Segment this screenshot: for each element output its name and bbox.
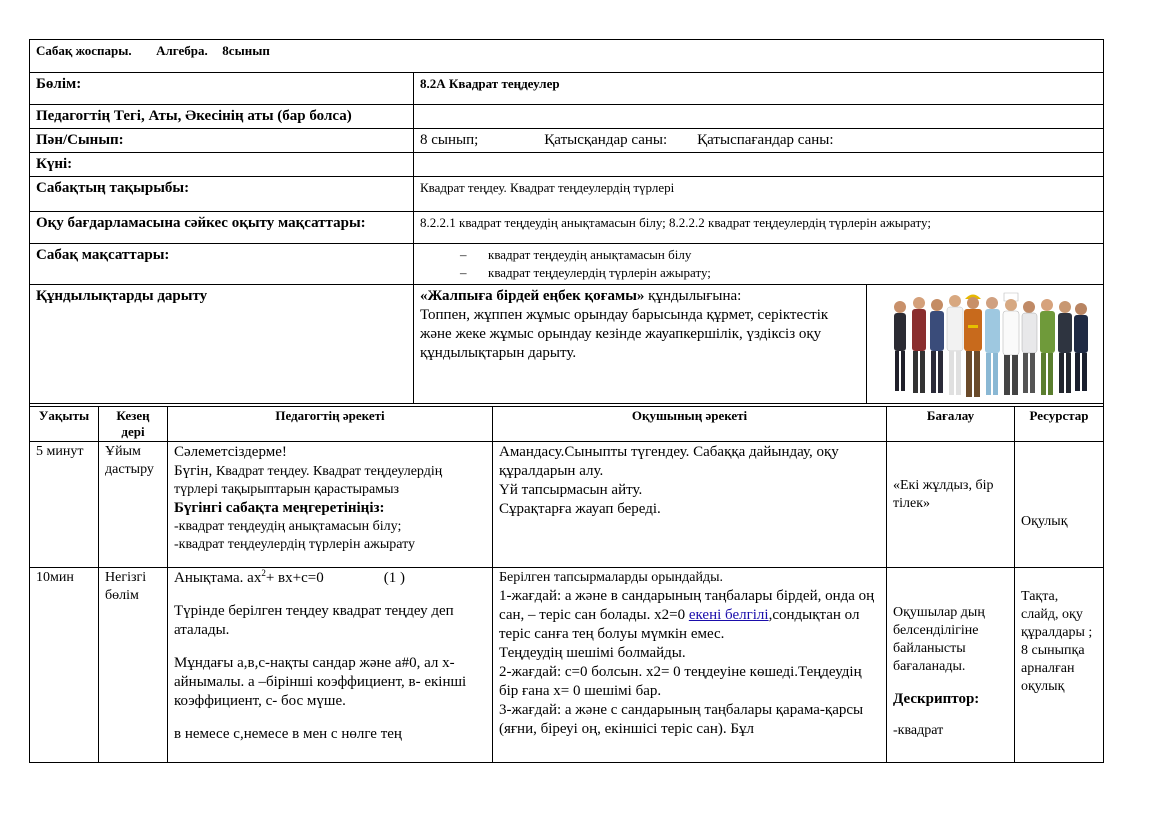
definition-exponent: 2 (261, 568, 266, 578)
today-goal-1: -квадрат теңдеудің анықтамасын білу; (174, 519, 402, 534)
case-1-end: ,сондықтан ол теріс санға тең болуы мүмкін емес. (499, 607, 860, 642)
case-1-link[interactable]: екені белгілі (688, 607, 769, 623)
row1-student (493, 442, 887, 568)
goals-list (414, 244, 1104, 285)
student-action-1: Амандасу.Сыныпты түгендеу. Сабаққа дайындау, оқу құралдарын алу. (499, 444, 839, 479)
coefficients-text: Мұндағы а,в,с-нақты сандар және а#0, ал х- айнымалы. а –бірінші коэффициент, в- екінші коэффициент, с- бос мүше. (174, 655, 467, 709)
header-stage: Кезең дері (99, 407, 168, 442)
row2-time: 10мин (30, 568, 99, 763)
header-student-actions: Оқушының әрекеті (493, 407, 887, 442)
goals-label: Сабақ мақсаттары: (30, 244, 414, 285)
header-teacher-actions: Педагогтің әрекеті (168, 407, 493, 442)
row1-time: 5 минут (30, 442, 99, 568)
subject-label: Алгебра. (156, 43, 208, 58)
task-intro: Берілген тапсырмаларды орындайды. (499, 570, 724, 585)
header-assessment: Бағалау (887, 407, 1015, 442)
objectives-label: Оқу бағдарламасына сәйкес оқыту мақсаттары: (30, 212, 414, 244)
goal-item: – квадрат теңдеудің анықтамасын білу (460, 246, 1097, 264)
date-value (414, 153, 1104, 177)
class-label: Пән/Сынып: (30, 129, 414, 153)
today-goals-title: Бүгінгі сабақта меңгеретініңіз: (174, 500, 385, 516)
descriptor-label: Дескриптор: (893, 691, 980, 707)
student-action-3: Сұрақтарға жауап береді. (499, 501, 661, 517)
teacher-label: Педагогтің Тегі, Аты, Әкесінің аты (бар болса) (30, 105, 414, 129)
row1-stage: Ұйым дастыру (99, 442, 168, 568)
student-action-2: Үй тапсырмасын айту. (499, 482, 643, 498)
case-2-text: 2-жағдай: с=0 болсын. х2= 0 теңдеуіне көшеді.Теңдеудің бір ғана х= 0 шешімі бар. (499, 664, 862, 699)
topic-label: Сабақтың тақырыбы: (30, 177, 414, 212)
definition-line (174, 569, 486, 588)
date-label: Күні: (30, 153, 414, 177)
goal-item: – квадрат теңдеулердің түрлерін ажырату; (460, 264, 1097, 282)
values-title: «Жалпыға бірдей еңбек қоғамы» (420, 288, 645, 304)
equation-number: (1 ) (383, 570, 405, 586)
case-1-start: 1-жағдай: а және в сандарының таңбалары бірдей, онда оң сан, – теріс сан болады. х2=0 (499, 588, 875, 623)
lesson-info-table (29, 39, 1104, 428)
absent-label: Қатыспағандар саны: (697, 132, 834, 148)
present-label: Қатысқандар саны: (544, 132, 668, 148)
today-goal-2: -квадрат теңдеулердің түрлерін ажырату (174, 537, 416, 552)
row2-stage: Негізгі бөлім (99, 568, 168, 763)
lesson-plan-label: Сабақ жоспары. (36, 43, 132, 58)
values-image-cell (867, 285, 1104, 404)
topic-value: Квадрат теңдеу. Квадрат теңдеулердің түрлері (414, 177, 1104, 212)
today-topic: Квадрат теңдеу. Квадрат теңдеулердің түрлері тақырыптарын қарастырамыз (174, 464, 443, 497)
row2-assessment (887, 568, 1015, 763)
row1-teacher (168, 442, 493, 568)
case-1-text (499, 587, 880, 644)
values-text-cell (414, 285, 867, 404)
grade-label: 8сынып (222, 43, 270, 58)
section-label: Бөлім: (30, 73, 414, 105)
row1-assessment: «Екі жұлдыз, бір тілек» (887, 442, 1015, 568)
case-1-conclusion: Теңдеудің шешімі болмайды. (499, 645, 686, 661)
definition-equation: + вх+с=0 (265, 570, 324, 586)
objectives-value: 8.2.2.1 квадрат теңдеудің анықтамасын білу; 8.2.2.2 квадрат теңдеулердің түрлерін ажырату; (414, 212, 1104, 244)
definition-label: Анықтама. ах (174, 570, 262, 586)
special-case-text: в немесе с,немесе в мен с нөлге тең (174, 726, 402, 742)
definition-text: Түрінде берілген теңдеу квадрат теңдеу деп аталады. (174, 603, 454, 638)
class-value: 8 сынып; (420, 132, 479, 148)
workers-group-image (867, 285, 1104, 403)
row2-teacher (168, 568, 493, 763)
case-3-text: 3-жағдай: а және с сандарының таңбалары қарама-қарсы (яғни, біреуі оң, екіншісі теріс сан). Бұл (499, 702, 864, 737)
values-description: Топпен, жұппен жұмыс орындау барысында құрмет, серіктестік және жеке жұмыс орындау кезінде жауапкершілік, үздіксіз оқу құндылықтарын дарыту. (420, 307, 829, 361)
values-label: Құндылықтарды дарыту (30, 285, 414, 404)
values-title-suffix: құндылығына: (644, 288, 742, 304)
assessment-text: Оқушылар дың белсенділігіне байланысты бағаланады. (893, 605, 985, 674)
section-value: 8.2А Квадрат теңдеулер (414, 73, 1104, 105)
row2-resources: Тақта, слайд, оқу құралдары ; 8 сыныпқа арналған оқулық (1015, 568, 1104, 763)
teacher-value (414, 105, 1104, 129)
header-time: Уақыты (30, 407, 99, 442)
row1-resources: Оқулық (1015, 442, 1104, 568)
greeting-text: Сәлеметсіздерме! (174, 444, 287, 460)
today-prefix: Бүгін, (174, 463, 216, 479)
lesson-plan-header (30, 40, 1104, 73)
row2-student (493, 568, 887, 763)
descriptor-text: -квадрат (893, 723, 944, 738)
lesson-flow-table (29, 406, 1104, 763)
header-resources: Ресурстар (1015, 407, 1104, 442)
class-info (414, 129, 1104, 153)
